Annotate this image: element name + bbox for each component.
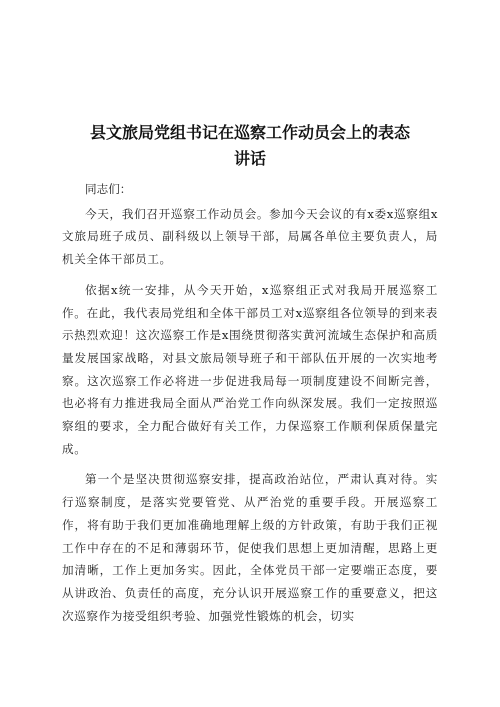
- paragraph-2: 依据x统一安排，从今天开始，x巡察组正式对我局开展巡察工作。在此，我代表局党组和全体干部员工对x巡察组各位领导的到来表示热烈欢迎！这次巡察工作是x围绕贯彻落实黄河流域生态保护和高质量发展国家战略，对县文旅局领导班子和干部队伍开展的一次实地考察。这次巡察工作必将进一步促进我局每一项制度建设不间断完善，也必将有力推进我局全面从严治党工作向纵深发展。我们一定按照巡察组的要求，全力配合做好有关工作，力保巡察工作顺利保质保量完成。: [62, 282, 438, 456]
- greeting: 同志们：: [85, 182, 132, 196]
- title-line-1: 县文旅局党组书记在巡察工作动员会上的表态: [89, 123, 410, 142]
- paragraph-1: 今天，我们召开巡察工作动员会。参加今天会议的有x委x巡察组x文旅局班子成员、副科级以上领导干部，局属各单位主要负责人，局机关全体干部员工。: [62, 206, 438, 267]
- title-line-2: 讲话: [233, 149, 266, 168]
- paragraph-3: 第一个是坚决贯彻巡察安排，提高政治站位，严肃认真对待。实行巡察制度，是落实党要管党、从严治党的重要手段。开展巡察工作，将有助于我们更加准确地理解上级的方针政策，有助于我们正视工作中存在的不足和薄弱环节，促使我们思想上更加清醒，思路上更加清晰，工作上更加务实。因此，全体党员干部一定要端正态度，要从讲政治、负责任的高度，充分认识开展巡察工作的重要意义，把这次巡察作为接受组织考验、加强党性锻炼的机会，切实: [62, 472, 438, 623]
- document-body: [62, 178, 438, 635]
- document-title: [60, 120, 440, 172]
